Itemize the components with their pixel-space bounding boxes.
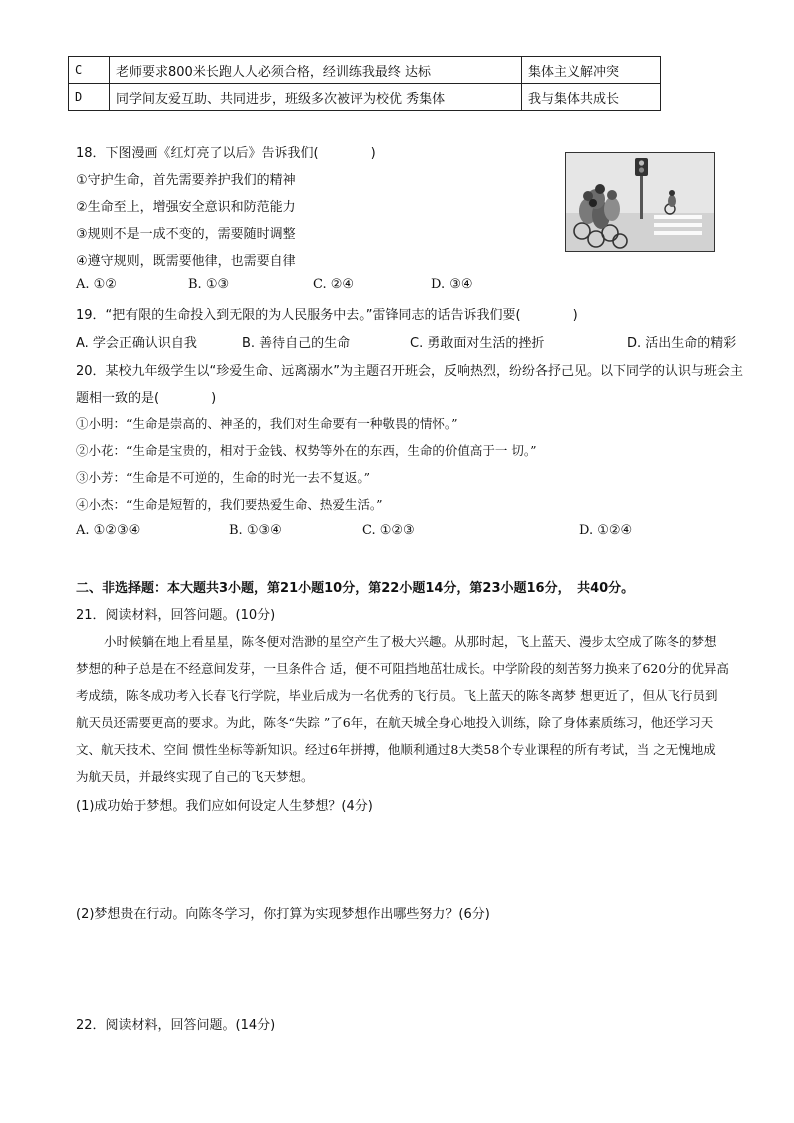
option-theme: 我与集体共成长 <box>522 84 661 111</box>
q21-sub-question-1: (1)成功始于梦想。我们应如何设定人生梦想？(4分) <box>76 799 373 814</box>
q20-choice-d[interactable]: D. ①②④ <box>579 523 633 538</box>
q21-material-line: 文、航天技术、空间 惯性坐标等新知识。经过6年拼搏，他顺利通过8大类58个专业课程的所有考试，当 之无愧地成 <box>76 742 716 757</box>
q19-choice-a[interactable]: A. 学会正确认识自我 <box>76 336 197 351</box>
q20-item-2: ②小花：“生命是宝贵的，相对于金钱、权势等外在的东西，生命的价值高于一 切。” <box>76 443 537 458</box>
q18-item-2: ②生命至上，增强安全意识和防范能力 <box>76 200 296 215</box>
q21-stem: 21．阅读材料，回答问题。(10分) <box>76 608 276 623</box>
q20-item-3: ③小芳：“生命是不可逆的，生命的时光一去不复返。” <box>76 470 371 485</box>
options-table <box>68 56 661 111</box>
q18-item-3: ③规则不是一成不变的，需要随时调整 <box>76 227 296 242</box>
option-theme: 集体主义解冲突 <box>522 57 661 84</box>
table-row <box>69 84 661 111</box>
q19-choice-b[interactable]: B. 善待自己的生命 <box>242 336 351 351</box>
option-content: 同学间友爱互助、共同进步，班级多次被评为校优 秀集体 <box>110 84 522 111</box>
cartoon-illustration <box>566 153 714 251</box>
q21-sub-question-2: (2)梦想贵在行动。向陈冬学习，你打算为实现梦想作出哪些努力？(6分) <box>76 907 490 922</box>
q21-material-line: 梦想的种子总是在不经意间发芽，一旦条件合 适，便不可阻挡地茁壮成长。中学阶段的刻苦努力换来了620分的优异高 <box>76 661 729 676</box>
q20-item-1: ①小明：“生命是崇高的、神圣的，我们对生命要有一种敬畏的情怀。” <box>76 416 458 431</box>
q21-material-line: 航天员还需要更高的要求。为此，陈冬“失踪 ”了6年，在航天城全身心地投入训练，除了身体素质练习，他还学习天 <box>76 715 714 730</box>
q20-choice-c[interactable]: C. ①②③ <box>362 523 415 538</box>
q19-choice-d[interactable]: D. 活出生命的精彩 <box>627 336 737 351</box>
option-letter: C <box>69 57 110 84</box>
q18-stem: 18．下图漫画《红灯亮了以后》告诉我们( ) <box>76 146 376 161</box>
q18-choice-d[interactable]: D. ③④ <box>431 277 473 292</box>
q21-material-line: 为航天员，并最终实现了自己的飞天梦想。 <box>76 769 314 784</box>
q19-stem: 19．“把有限的生命投入到无限的为人民服务中去。”雷锋同志的话告诉我们要( ) <box>76 308 578 323</box>
q21-material-line: 考成绩，陈冬成功考入长春飞行学院，毕业后成为一名优秀的飞行员。飞上蓝天的陈冬离梦 想更近了，但从飞行员到 <box>76 688 718 703</box>
q20-choice-b[interactable]: B. ①③④ <box>229 523 282 538</box>
q18-choice-a[interactable]: A. ①② <box>76 277 117 292</box>
q20-item-4: ④小杰：“生命是短暂的，我们要热爱生命、热爱生活。” <box>76 497 383 512</box>
q20-choice-a[interactable]: A. ①②③④ <box>76 523 141 538</box>
q22-stem: 22．阅读材料，回答问题。(14分) <box>76 1018 276 1033</box>
table-row <box>69 57 661 84</box>
red-light-cartoon-image <box>565 152 715 252</box>
q20-stem-line2: 题相一致的是( ) <box>76 391 217 406</box>
q18-choice-b[interactable]: B. ①③ <box>188 277 230 292</box>
q19-choice-c[interactable]: C. 勇敢面对生活的挫折 <box>410 336 545 351</box>
q18-choice-c[interactable]: C. ②④ <box>313 277 355 292</box>
q20-stem-line1: 20．某校九年级学生以“珍爱生命、远离溺水”为主题召开班会，反响热烈，纷纷各抒己见。以下同学的认识与班会主 <box>76 364 744 379</box>
q21-material-line: 小时候躺在地上看星星，陈冬便对浩渺的星空产生了极大兴趣。从那时起，飞上蓝天、漫步太空成了陈冬的梦想 <box>104 634 717 649</box>
option-letter: D <box>69 84 110 111</box>
option-content: 老师要求800米长跑人人必须合格，经训练我最终 达标 <box>110 57 522 84</box>
q18-item-1: ①守护生命，首先需要养护我们的精神 <box>76 173 296 188</box>
section-heading: 二、非选择题：本大题共3小题，第21小题10分，第22小题14分，第23小题16分， 共40分。 <box>76 581 635 596</box>
q18-item-4: ④遵守规则，既需要他律，也需要自律 <box>76 254 296 269</box>
